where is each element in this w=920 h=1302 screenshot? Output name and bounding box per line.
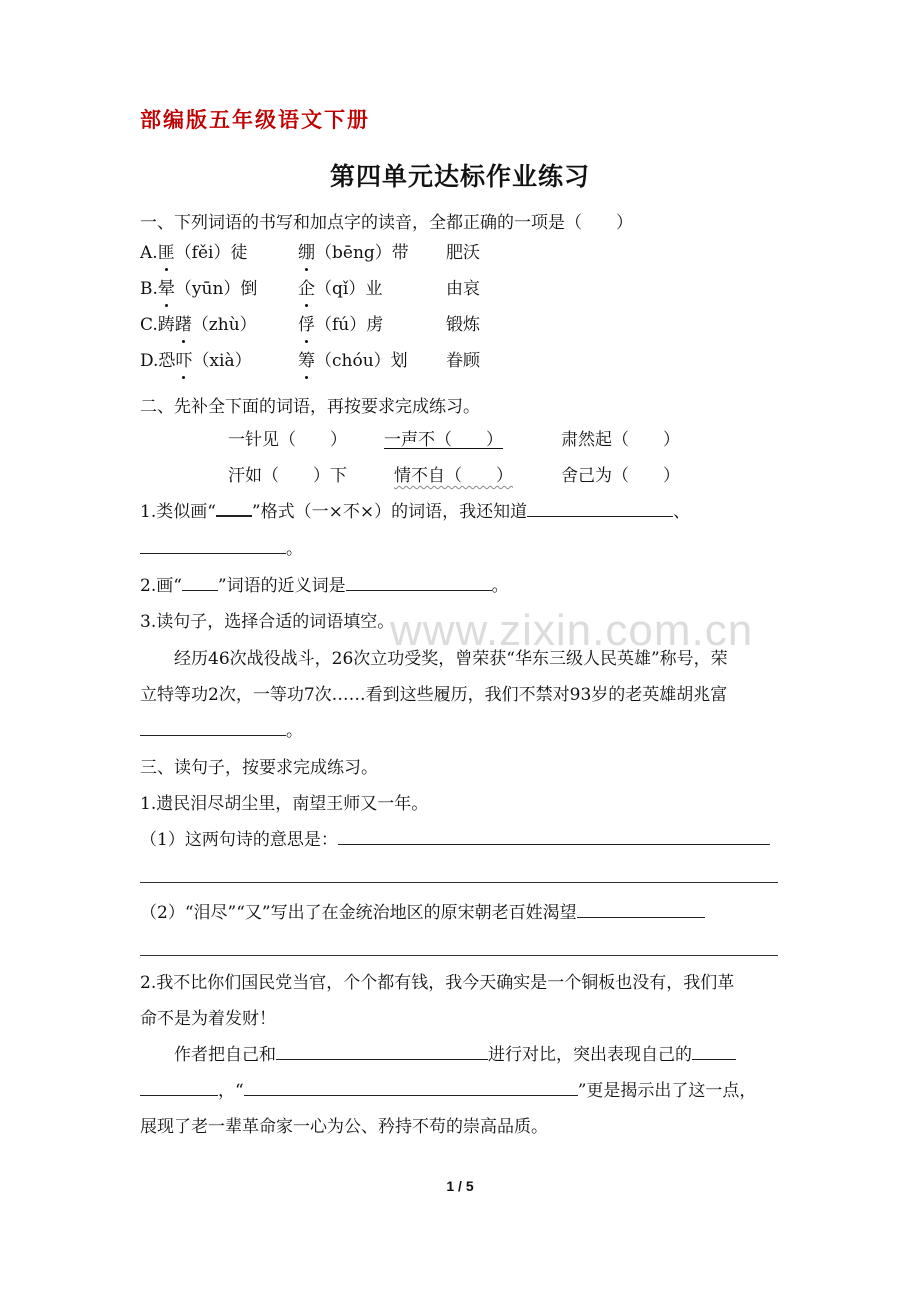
q3-sub2: （2）“泪尽”“又”写出了在金统治地区的原宋朝老百姓渴望 <box>140 902 705 924</box>
q2-passage-line2: 立特等功2次，一等功7次……看到这些履历，我们不禁对93岁的老英雄胡兆富 <box>140 685 728 705</box>
q1-option-b-word3: 由哀 <box>446 279 480 299</box>
q1-option-d-word2: 筹（chóu）划 <box>298 351 408 371</box>
q3-stem: 三、读句子，按要求完成练习。 <box>140 758 378 778</box>
q1-option-a: A.匪（fěi）徒 <box>140 243 248 263</box>
q2-passage-line3: 。 <box>140 720 303 742</box>
q3-fill-line3: 展现了老一辈革命家一心为公、矜持不苟的崇高品质。 <box>140 1117 548 1137</box>
q2-sub3: 3.读句子，选择合适的词语填空。 <box>140 612 395 632</box>
idiom-1: 一针见（ ） <box>228 430 347 450</box>
q3-fill-line1: 作者把自己和 进行对比，突出表现自己的 <box>174 1044 736 1066</box>
q2-sub2: 2.画“ ”词语的近义词是 。 <box>140 576 509 596</box>
page-number: 1 / 5 <box>446 1178 474 1194</box>
q3-sentence1: 1.遗民泪尽胡尘里，南望王师又一年。 <box>140 794 429 814</box>
q1-option-b: B.晕（yūn）倒 <box>140 279 258 299</box>
worksheet-title: 第四单元达标作业练习 <box>329 162 590 191</box>
series-header: 部编版五年级语文下册 <box>140 107 370 132</box>
q3-sentence2-line2: 命不是为着发财！ <box>140 1009 276 1029</box>
q1-option-a-word3: 肥沃 <box>446 243 480 263</box>
q2-sub1-cont: 。 <box>140 538 303 560</box>
dotted-char: 匪 <box>157 243 175 263</box>
q1-option-c: C.踌躇（zhù） <box>140 315 257 335</box>
answer-line[interactable] <box>140 882 778 883</box>
q1-option-b-word2: 企（qǐ）业 <box>298 279 383 299</box>
q1-option-a-word2: 绷（bēng）带 <box>298 243 409 263</box>
idiom-4: 汗如（ ）下 <box>228 466 347 486</box>
q1-option-d-word3: 眷顾 <box>446 351 480 371</box>
q2-sub1: 1.类似画“ ”格式（一×不×）的词语，我还知道 、 <box>140 502 691 522</box>
q3-sentence2-line1: 2.我不比你们国民党当官，个个都有钱，我今天确实是一个铜板也没有，我们革 <box>140 973 735 993</box>
q3-fill-line2: ，“ ”更是揭示出了这一点， <box>140 1080 756 1102</box>
q3-sub1: （1）这两句诗的意思是： <box>140 829 770 851</box>
answer-line[interactable] <box>140 955 778 956</box>
idiom-5-wavy: 情不自（ ） <box>394 466 513 486</box>
watermark: www.zixin.com.cn <box>390 606 754 655</box>
idiom-6: 舍己为（ ） <box>561 466 680 486</box>
q1-option-d: D.恐吓（xià） <box>140 351 252 371</box>
q2-stem: 二、先补全下面的词语，再按要求完成练习。 <box>140 397 480 417</box>
q1-option-c-word3: 锻炼 <box>446 315 480 335</box>
q1-option-c-word2: 俘（fú）虏 <box>298 315 384 335</box>
idiom-2-underlined: 一声不（ ） <box>384 430 503 450</box>
idiom-3: 肃然起（ ） <box>561 430 680 450</box>
q2-passage-line1: 经历46次战役战斗，26次立功受奖，曾荣获“华东三级人民英雄”称号，荣 <box>174 649 728 669</box>
q1-stem: 一、下列词语的书写和加点字的读音，全都正确的一项是（ ） <box>140 213 633 233</box>
